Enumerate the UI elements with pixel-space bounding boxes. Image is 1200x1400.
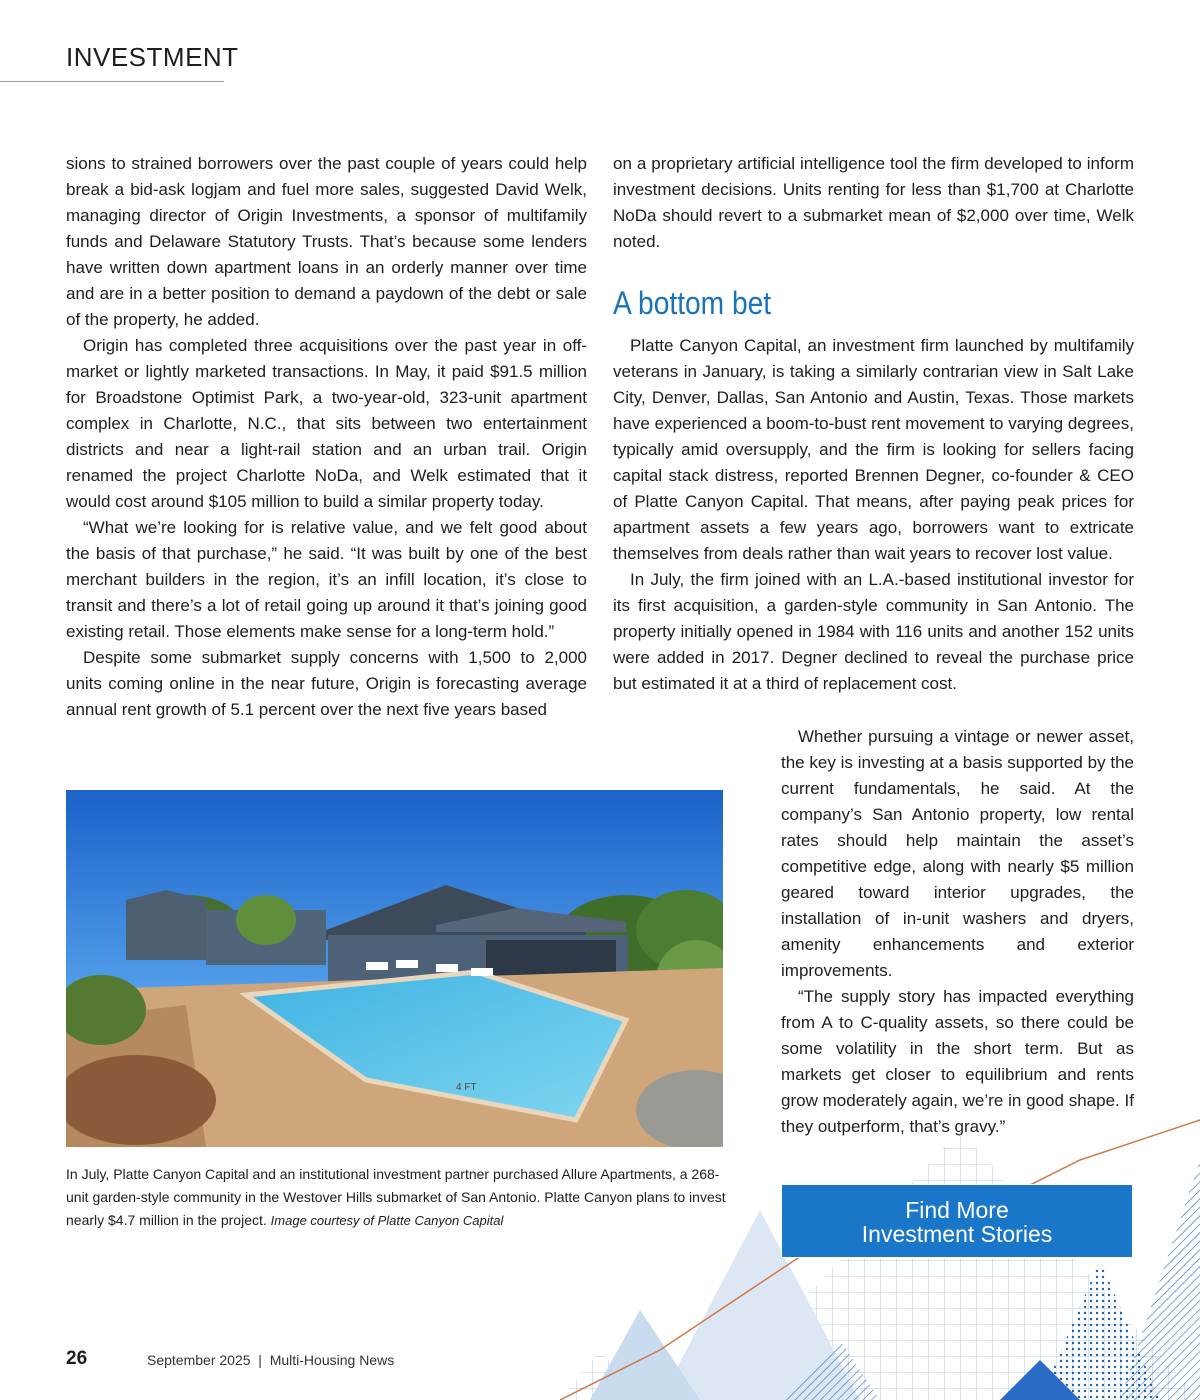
- section-rule: [0, 81, 224, 82]
- page-number: 26: [66, 1348, 88, 1369]
- pool-depth-marking: 4 FT: [456, 1082, 477, 1093]
- paragraph: sions to strained borrowers over the past couple of years could help break a bid-ask logjam and fuel more sales, suggested David Welk, managing director of Origin Investments, a sponsor of multifamily funds and Delaware Statutory Trusts. That’s because some lenders have written down apartment loans in an orderly manner over time and are in a better position to demand a paydown of the debt or sale of the property, he added.: [66, 154, 587, 329]
- publication-line: September 2025 | Multi-Housing News: [147, 1352, 395, 1368]
- left-column: [66, 151, 587, 723]
- mountain: [590, 1310, 700, 1400]
- paragraph: In July, the firm joined with an L.A.-based institutional investor for its first acquisition, a garden-style community in San Antonio. The property initially opened in 1984 with 116 units and another 152 units were added in 2017. Degner declined to reveal the purchase price but estimated it at a third of replacement cost.: [613, 570, 1134, 693]
- lounger: [396, 960, 418, 968]
- caption-text: In July, Platte Canyon Capital and an institutional investment partner purchased Allure Apartments, a 268-unit garden-style community in the Westover Hills submarket of San Antonio. Platte Canyon plans to invest nearly $4.7 million in the project.: [66, 1166, 726, 1228]
- paragraph: on a proprietary artificial intelligence tool the firm developed to inform investment decisions. Units renting for less than $1,700 at Charlotte NoDa should revert to a submarket mean of $2,000 over time, Welk noted.: [613, 154, 1134, 251]
- paragraph: Platte Canyon Capital, an investment firm launched by multifamily veterans in January, is taking a similarly contrarian view in Salt Lake City, Denver, Dallas, San Antonio and Austin, Texas. Those markets have experienced a boom-to-bust rent movement to varying degrees, typically amid oversupply, and the firm is looking for sellers facing capital stack distress, reported Brennen Degner, co-founder & CEO of Platte Canyon Capital. That means, after paying peak prices for apartment assets a few years ago, borrowers want to extricate themselves from deals rather than wait years to recover lost value.: [613, 336, 1134, 563]
- palm: [236, 895, 296, 945]
- paragraph: “What we’re looking for is relative value, and we felt good about the basis of that purchase,” he said. “It was built by one of the best merchant builders in the region, it’s an infill location, it’s close to transit and there’s a lot of retail going up around it that’s joining good existing retail. Those elements make sense for a long-term hold.”: [66, 518, 587, 641]
- lounger: [366, 962, 388, 970]
- paragraph: “The supply story has impacted everything from A to C-quality assets, so there could be some volatility in the short term. But as markets get closer to equilibrium and rents grow moderately again, we’re in good shape. If they outperform, that’s gravy.”: [781, 987, 1134, 1136]
- house-left: [126, 890, 206, 960]
- right-column-top: [613, 151, 1134, 255]
- photo-credit: Image courtesy of Platte Canyon Capital: [270, 1213, 504, 1228]
- lounger: [471, 968, 493, 976]
- subhead: A bottom bet: [613, 285, 772, 321]
- cta-line-2: Investment Stories: [861, 1221, 1053, 1247]
- pool-photo: [66, 790, 723, 1147]
- right-column: [613, 333, 1134, 697]
- lounger: [436, 964, 458, 972]
- paragraph: Origin has completed three acquisitions over the past year in off-market or lightly marketed transactions. In May, it paid $91.5 million for Broadstone Optimist Park, a two-year-old, 323-unit apartment complex in Charlotte, N.C., that sits between two entertainment districts and near a light-rail station and an urban trail. Origin renamed the project Charlotte NoDa, and Welk estimated that it would cost around $105 million to build a similar property today.: [66, 336, 587, 511]
- cta-line-1: Find More: [905, 1197, 1009, 1223]
- section-label: INVESTMENT: [66, 42, 239, 72]
- paragraph: Despite some submarket supply concerns with 1,500 to 2,000 units coming online in the near future, Origin is forecasting average annual rent growth of 5.1 percent over the next five years based: [66, 648, 587, 719]
- find-more-stories-button[interactable]: [781, 1184, 1133, 1258]
- paragraph: Whether pursuing a vintage or newer asset, the key is investing at a basis supported by the current fundamentals, he said. At the company’s San Antonio property, low rental rates should help maintain the asset’s competitive edge, along with nearly $5 million geared toward interior upgrades, the installation of in-unit washers and dryers, amenity enhancements and exterior improvements.: [781, 727, 1134, 980]
- narrow-column: [781, 724, 1134, 1140]
